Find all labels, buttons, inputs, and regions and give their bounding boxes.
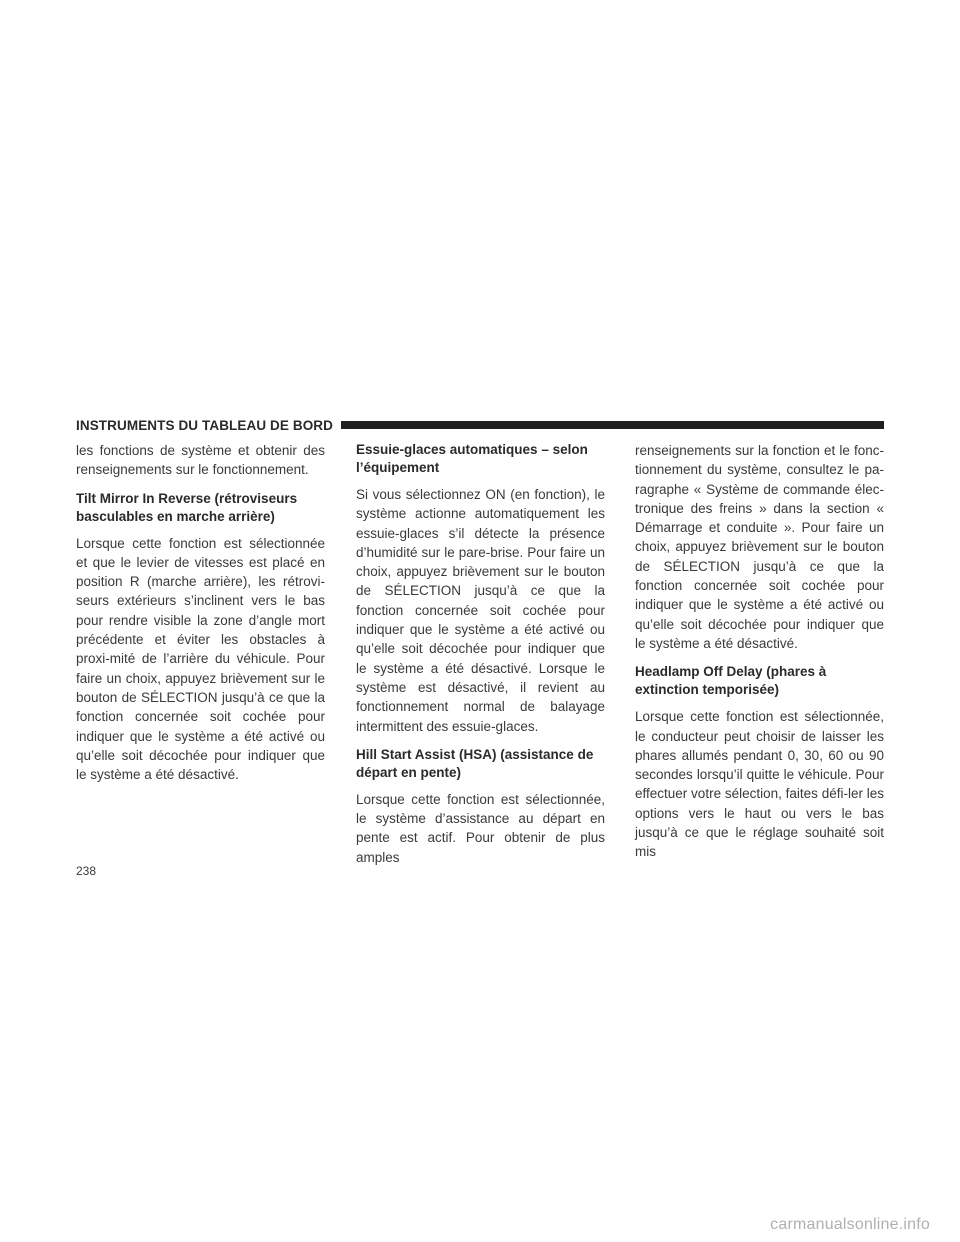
column-left	[76, 441, 325, 794]
column-right	[635, 441, 884, 872]
header-rule	[341, 421, 884, 429]
paragraph: Lorsque cette fonction est sélectionnée, le conducteur peut choisir de laisser les phares allumés pendant 0, 30, 60 ou 90 secondes lorsqu’il quitte le véhicule. Pour effectuer votre sélection, faites défi-ler les options vers le haut ou vers le bas jusqu’à ce que le réglage souhaité soit mis	[635, 709, 884, 860]
heading-tilt-mirror: Tilt Mirror In Reverse (rétroviseurs basculables en marche arrière)	[76, 490, 298, 524]
watermark: carmanualsonline.info	[770, 1216, 930, 1233]
column-middle	[356, 441, 605, 877]
section-header	[76, 418, 884, 432]
paragraph: Lorsque cette fonction est sélectionnée, le système d’assistance au départ en pente est actif. Pour obtenir de plus amples	[356, 791, 605, 865]
heading-auto-wipers: Essuie-glaces automatiques – selon l’équipement	[356, 442, 588, 475]
heading-hill-start-assist: Hill Start Assist (HSA) (assistance de départ en pente)	[356, 746, 594, 780]
section-title: INSTRUMENTS DU TABLEAU DE BORD	[76, 417, 333, 433]
paragraph: Lorsque cette fonction est sélectionnée et que le levier de vitesses est placé en position R (marche arrière), les rétrovi-seurs extérieurs s’inclinent vers le bas pour rendre visible la zone d’angle mort précédente et éviter les obstacles à proxi-mité de l’arrière du véhicule. Pour faire un choix, appuyez brièvement sur le bouton de SÉLECTION jusqu’à ce que la fonction concernée soit cochée pour indiquer que le système a été activé ou qu’elle soit décochée pour indiquer que le système a été désactivé.	[76, 535, 325, 783]
paragraph: renseignements sur la fonction et le fonc-tionnement du système, consultez le pa-ragraphe « Système de commande élec-tronique des freins » dans la section « Démarrage et conduite ». Pour faire un choix, appuyez brièvement sur le bouton de SÉLECTION jusqu’à ce que la fonction concernée soit cochée pour indiquer que le système a été activé ou qu’elle soit décochée pour indiquer que le système a été désactivé.	[635, 443, 884, 651]
paragraph: les fonctions de système et obtenir des renseignements sur le fonctionnement.	[76, 443, 325, 478]
page-number: 238	[76, 864, 97, 878]
paragraph: Si vous sélectionnez ON (en fonction), le système actionne automatiquement les essuie-glaces s’il détecte la présence d’humidité sur le pare-brise. Pour faire un choix, appuyez brièvement sur le bouton de SÉLECTION jusqu’à ce que la fonction concernée soit cochée pour indiquer que le système a été activé ou qu’elle soit décochée pour indiquer que le système a été désactivé. Lorsque le système est désactivé, il revient au fonctionnement normal de balayage intermittent des essuie-glaces.	[356, 487, 605, 734]
heading-headlamp-off-delay: Headlamp Off Delay (phares à extinction temporisée)	[635, 664, 827, 698]
